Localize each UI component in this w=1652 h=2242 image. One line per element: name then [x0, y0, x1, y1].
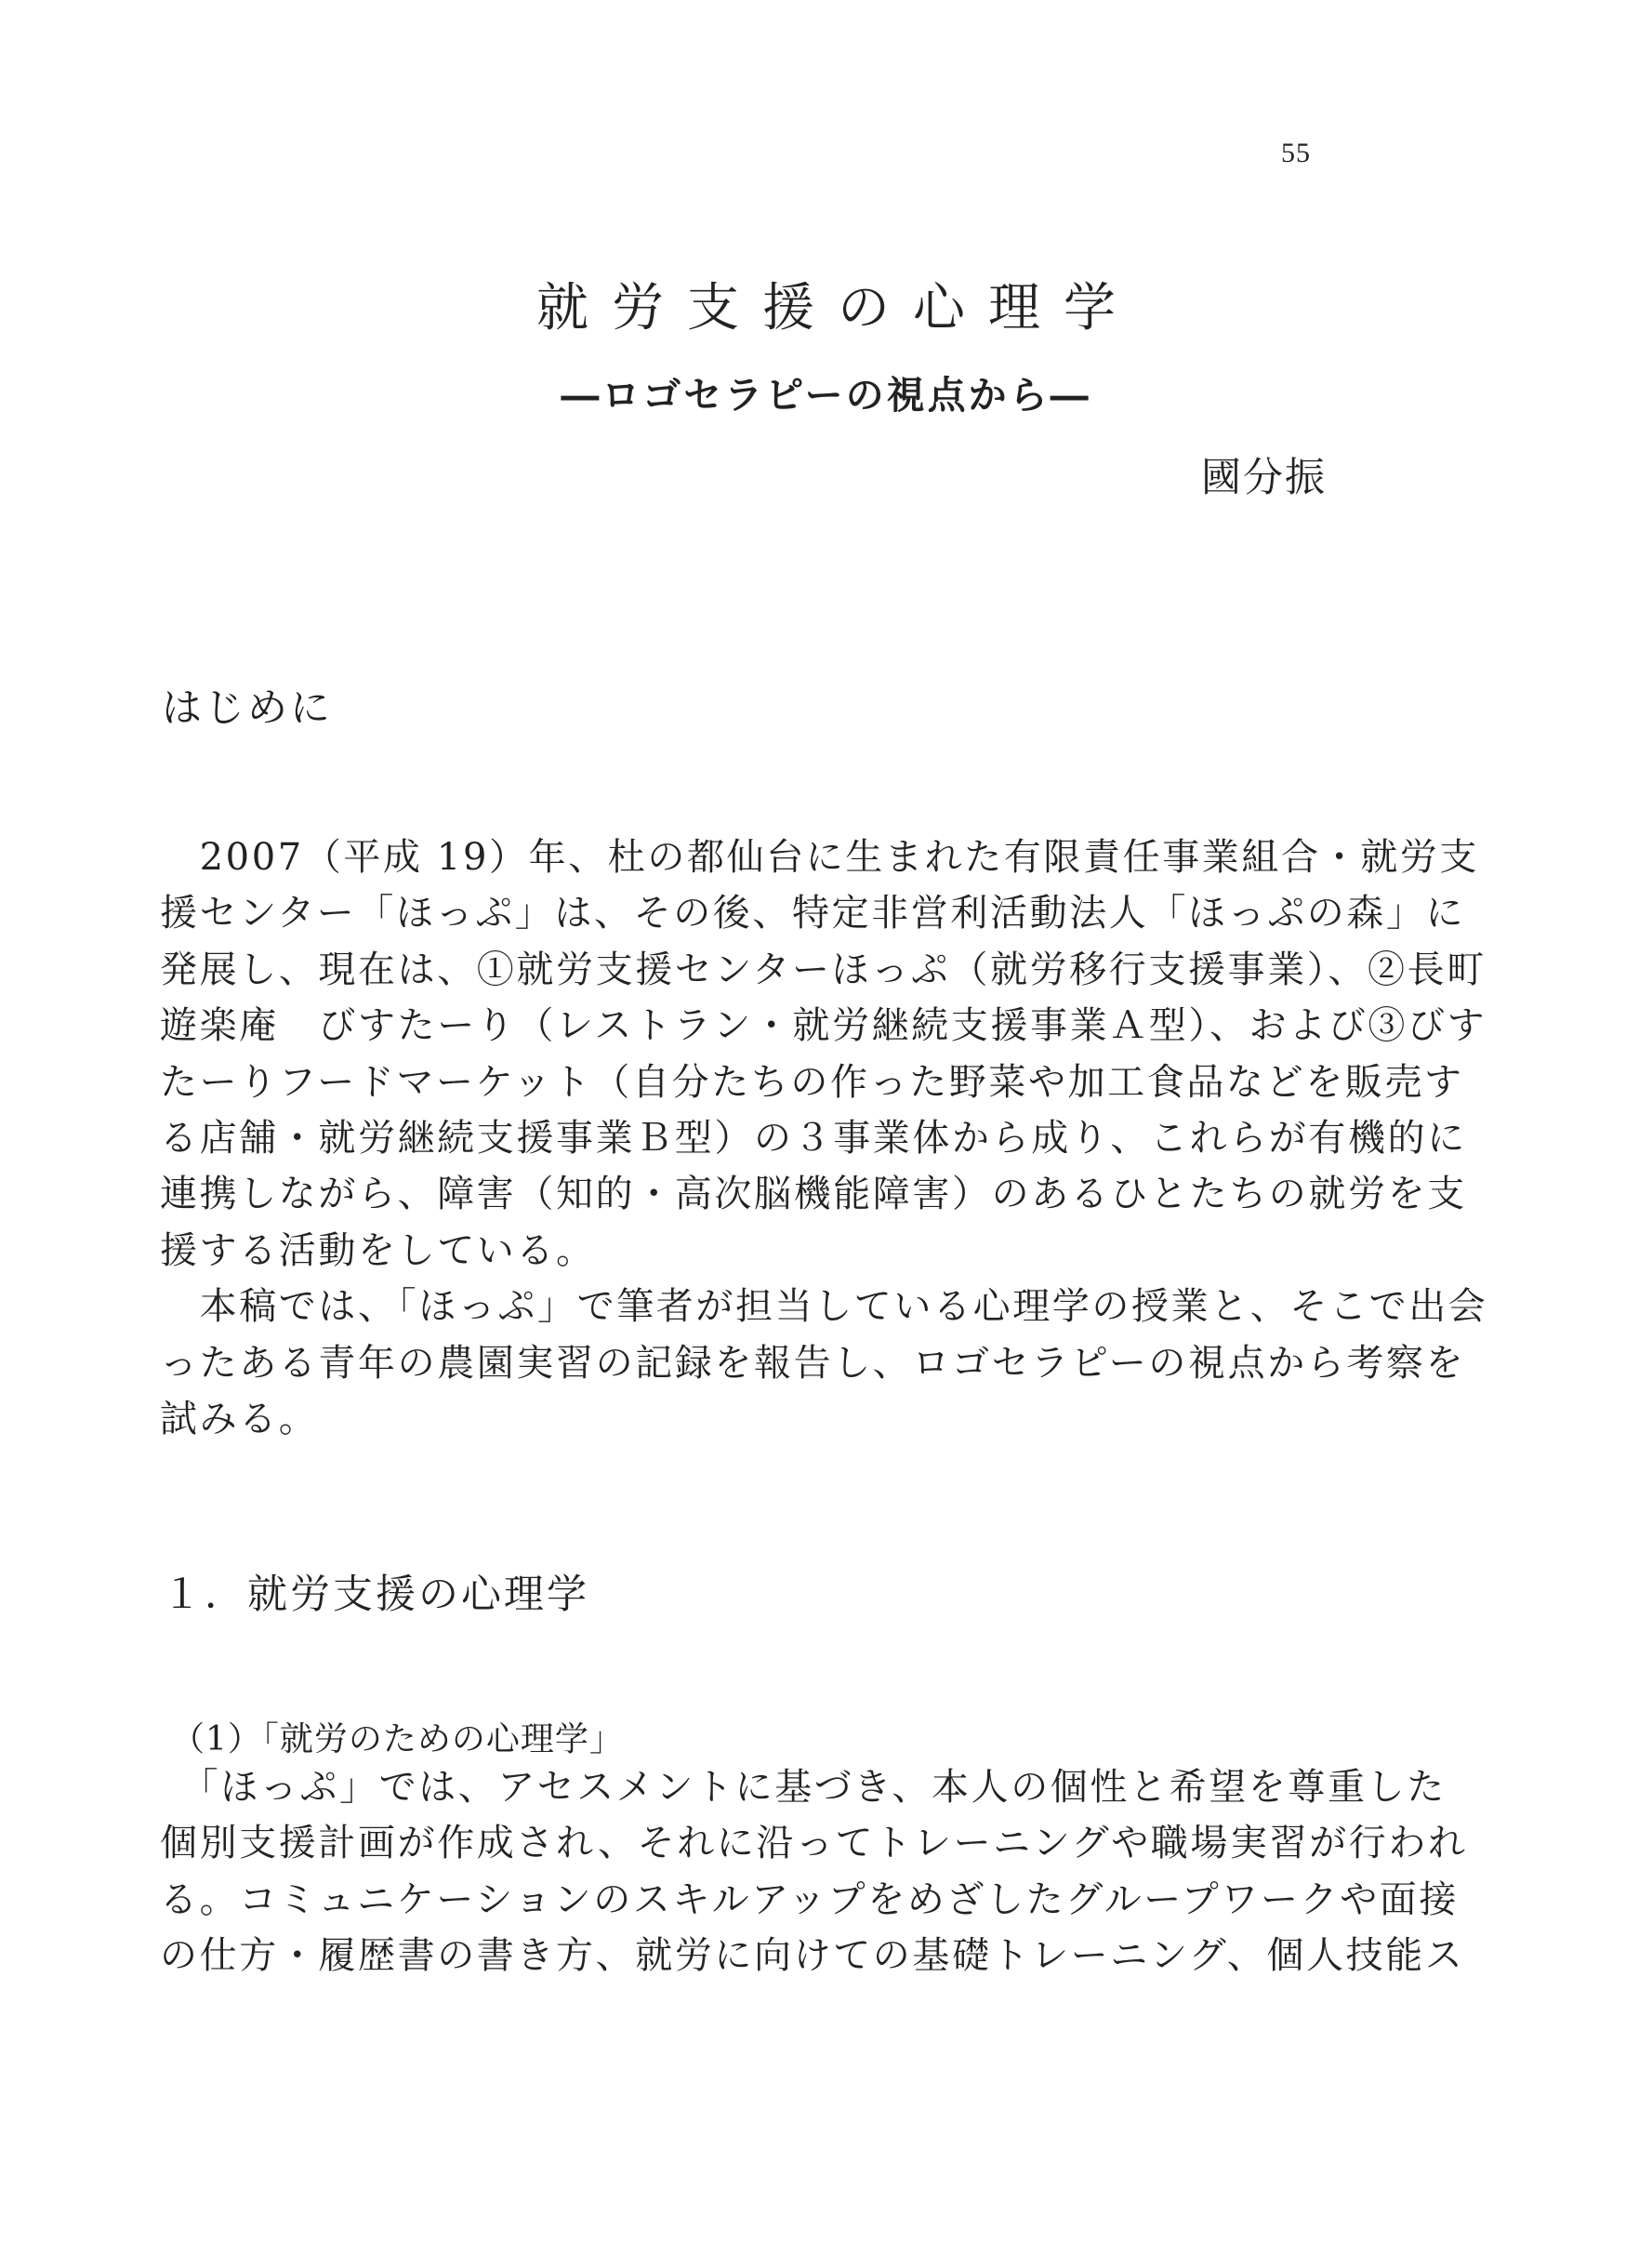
text-line: 2007（平成 19）年、杜の都仙台に生まれた有限責任事業組合・就労支	[160, 836, 1480, 879]
author-name: 國分振	[1201, 455, 1327, 501]
paper-subtitle: ―ロゴセラピーの視点から―	[561, 373, 1091, 418]
intro-body	[160, 829, 1488, 1447]
text-line: 援センター「ほっぷ」は、その後、特定非営利活動法人「ほっぷの森」に	[160, 892, 1466, 935]
text-line: 本稿では、「ほっぷ」で筆者が担当している心理学の授業と、そこで出会	[160, 1285, 1488, 1329]
text-line: の仕方・履歴書の書き方、就労に向けての基礎トレーニング、個人技能ス	[160, 1934, 1465, 1978]
text-line: 援する活動をしている。	[160, 1228, 596, 1272]
text-line: る。コミュニケーションのスキルアップをめざしたグループワークや面接	[160, 1877, 1459, 1921]
paper-title: 就労支援の心理学	[536, 278, 1139, 338]
text-line: 個別支援計画が作成され、それに沿ってトレーニングや職場実習が行われ	[160, 1822, 1468, 1865]
section-1-body	[160, 1759, 1468, 1984]
text-line: 発展し、現在は、①就労支援センターほっぷ（就労移行支援事業）、②長町	[160, 948, 1487, 991]
text-line: る店舗・就労継続支援事業Ｂ型）の３事業体から成り、これらが有機的に	[160, 1117, 1467, 1161]
text-line: 試みる。	[160, 1398, 319, 1441]
text-line: 遊楽庵 びすたーり（レストラン・就労継続支援事業Ａ型）、および③びす	[160, 1004, 1487, 1048]
section-1-subheading: （1）「就労のための心理学」	[171, 1720, 624, 1758]
text-line: たーりフードマーケット（自分たちの作った野菜や加工食品などを販売す	[160, 1060, 1464, 1104]
text-line: 連携しながら、障害（知的・高次脳機能障害）のあるひとたちの就労を支	[160, 1173, 1467, 1216]
section-1-heading: １．就労支援の心理学	[162, 1572, 589, 1618]
text-line: ったある青年の農園実習の記録を報告し、ロゴセラピーの視点から考察を	[160, 1341, 1466, 1385]
intro-heading: はじめに	[162, 685, 333, 732]
page-number: 55	[1281, 138, 1311, 168]
text-line: 「ほっぷ」では、アセスメントに基づき、本人の個性と希望を尊重した	[160, 1766, 1447, 1809]
